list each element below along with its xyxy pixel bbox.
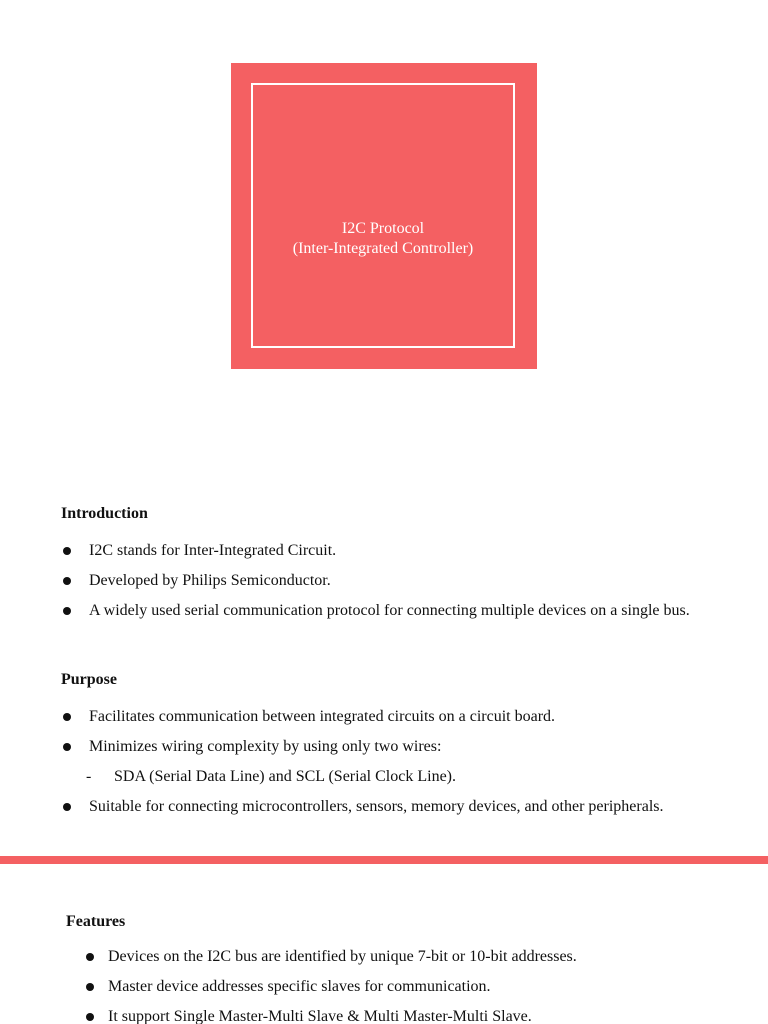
bullet-icon bbox=[86, 983, 94, 991]
cover-title bbox=[253, 219, 513, 259]
list-item-text: SDA (Serial Data Line) and SCL (Serial Clock Line). bbox=[114, 768, 456, 785]
bullet-icon bbox=[63, 803, 71, 811]
bullet-icon bbox=[63, 577, 71, 585]
section-divider bbox=[0, 856, 768, 864]
bullet-icon bbox=[63, 607, 71, 615]
introduction-list bbox=[61, 536, 721, 626]
bullet-icon bbox=[63, 743, 71, 751]
cover-title-line-2: (Inter-Integrated Controller) bbox=[292, 240, 474, 257]
list-item bbox=[61, 596, 721, 626]
list-item-text: It support Single Master-Multi Slave & Multi Master-Multi Slave. bbox=[108, 1008, 532, 1024]
bullet-icon bbox=[63, 547, 71, 555]
list-item bbox=[61, 536, 721, 566]
introduction-heading: Introduction bbox=[61, 505, 148, 522]
list-item-text: Facilitates communication between integrated circuits on a circuit board. bbox=[89, 708, 556, 725]
list-item-text: Devices on the I2C bus are identified by unique 7-bit or 10-bit addresses. bbox=[108, 948, 577, 965]
list-item-text: A widely used serial communication protocol for connecting multiple devices on a single bus. bbox=[89, 602, 690, 619]
list-item-text: Minimizes wiring complexity by using only two wires: bbox=[89, 738, 442, 755]
sub-list-item bbox=[61, 762, 721, 792]
cover-box bbox=[231, 63, 537, 369]
list-item bbox=[61, 702, 721, 732]
bullet-icon bbox=[63, 713, 71, 721]
list-item-text: Suitable for connecting microcontrollers, sensors, memory devices, and other peripherals. bbox=[89, 798, 664, 815]
features-section bbox=[66, 912, 726, 1024]
bullet-icon bbox=[86, 953, 94, 961]
list-item bbox=[66, 1002, 726, 1024]
list-item-text: I2C stands for Inter-Integrated Circuit. bbox=[89, 542, 337, 559]
purpose-heading: Purpose bbox=[61, 671, 117, 688]
introduction-section bbox=[61, 504, 721, 626]
purpose-section bbox=[61, 670, 721, 822]
list-item bbox=[61, 566, 721, 596]
purpose-list bbox=[61, 702, 721, 822]
list-item bbox=[66, 942, 726, 972]
list-item bbox=[61, 732, 721, 762]
features-list bbox=[66, 942, 726, 1024]
list-item bbox=[61, 792, 721, 822]
cover-frame bbox=[251, 83, 515, 348]
cover-title-line-1: I2C Protocol bbox=[341, 220, 425, 237]
bullet-icon bbox=[86, 1013, 94, 1021]
list-item bbox=[66, 972, 726, 1002]
list-item-text: Master device addresses specific slaves for communication. bbox=[108, 978, 491, 995]
dash-marker: - bbox=[86, 768, 92, 785]
features-heading: Features bbox=[66, 913, 126, 930]
list-item-text: Developed by Philips Semiconductor. bbox=[89, 572, 331, 589]
